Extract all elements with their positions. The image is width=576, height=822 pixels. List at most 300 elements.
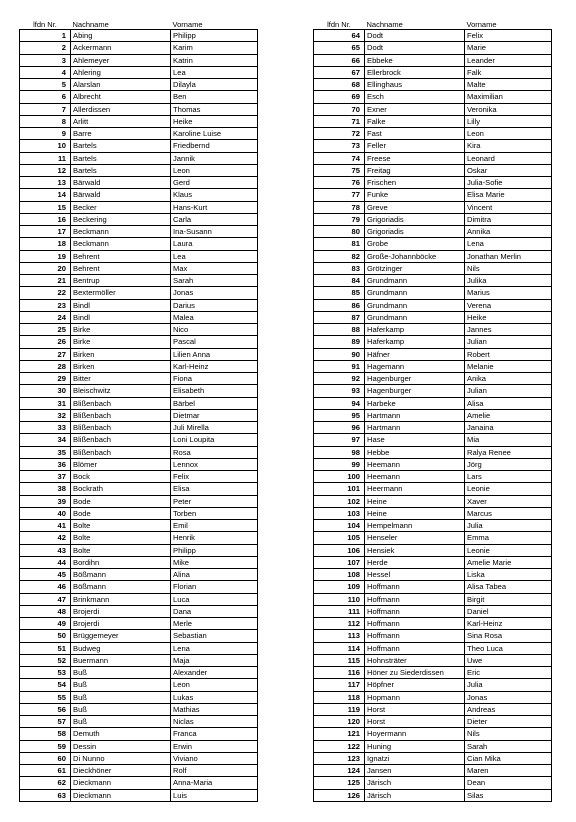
row-vorname: Peter <box>171 495 258 507</box>
row-nachname: Hase <box>365 434 465 446</box>
row-nr: 18 <box>20 238 71 250</box>
row-vorname: Jonas <box>465 691 552 703</box>
row-nachname: Ellerbrock <box>365 66 465 78</box>
table-row <box>314 532 552 544</box>
row-nachname: Dieckmann <box>71 789 171 801</box>
row-vorname: Bärbel <box>171 397 258 409</box>
row-vorname: Dilayla <box>171 79 258 91</box>
table-row <box>20 605 258 617</box>
row-nachname: Ahlering <box>71 66 171 78</box>
row-nr: 124 <box>314 765 365 777</box>
row-nr: 125 <box>314 777 365 789</box>
header-row <box>20 17 258 30</box>
row-nr: 72 <box>314 128 365 140</box>
table-row <box>20 238 258 250</box>
row-nachname: Birken <box>71 360 171 372</box>
table-row <box>20 385 258 397</box>
row-nachname: Brinkmann <box>71 593 171 605</box>
row-nr: 24 <box>20 311 71 323</box>
row-nachname: Grundmann <box>365 287 465 299</box>
row-nr: 13 <box>20 177 71 189</box>
row-nachname: Beckmann <box>71 226 171 238</box>
row-nr: 88 <box>314 324 365 336</box>
row-vorname: Sebastian <box>171 630 258 642</box>
row-nr: 5 <box>20 79 71 91</box>
table-row <box>314 691 552 703</box>
row-nr: 36 <box>20 458 71 470</box>
row-nachname: Hohnsträter <box>365 654 465 666</box>
row-nachname: Brojerdi <box>71 618 171 630</box>
table-row <box>20 115 258 127</box>
row-nachname: Bärwald <box>71 189 171 201</box>
row-nr: 68 <box>314 79 365 91</box>
row-nachname: Dieckmann <box>71 777 171 789</box>
row-vorname: Jannik <box>171 152 258 164</box>
row-vorname: Lena <box>465 238 552 250</box>
table-row <box>314 103 552 115</box>
row-nachname: Hopmann <box>365 691 465 703</box>
row-nachname: Buermann <box>71 654 171 666</box>
row-vorname: Emma <box>465 532 552 544</box>
row-vorname: Maximilian <box>465 91 552 103</box>
row-nr: 90 <box>314 348 365 360</box>
row-nr: 35 <box>20 446 71 458</box>
table-row <box>20 679 258 691</box>
row-nachname: Hartmann <box>365 409 465 421</box>
row-nr: 39 <box>20 495 71 507</box>
table-row <box>314 201 552 213</box>
row-vorname: Lilly <box>465 115 552 127</box>
row-nachname: Haferkamp <box>365 324 465 336</box>
row-nr: 15 <box>20 201 71 213</box>
row-nr: 100 <box>314 471 365 483</box>
row-nr: 43 <box>20 544 71 556</box>
row-vorname: Julika <box>465 275 552 287</box>
row-nr: 57 <box>20 716 71 728</box>
table-row <box>20 740 258 752</box>
table-row <box>20 630 258 642</box>
row-nr: 123 <box>314 752 365 764</box>
row-nachname: Feller <box>365 140 465 152</box>
table-row <box>20 311 258 323</box>
table-row <box>314 483 552 495</box>
row-nr: 80 <box>314 226 365 238</box>
table-row <box>20 777 258 789</box>
row-nachname: Grigoriadis <box>365 213 465 225</box>
table-row <box>20 581 258 593</box>
row-nachname: Becker <box>71 201 171 213</box>
row-nachname: Grundmann <box>365 299 465 311</box>
row-vorname: Amelie Marie <box>465 556 552 568</box>
row-nachname: Buß <box>71 679 171 691</box>
row-nachname: Blömer <box>71 458 171 470</box>
participant-table-right <box>313 17 552 802</box>
row-nr: 84 <box>314 275 365 287</box>
table-row <box>314 642 552 654</box>
row-vorname: Malte <box>465 79 552 91</box>
row-vorname: Merle <box>171 618 258 630</box>
row-vorname: Julia-Sofie <box>465 177 552 189</box>
row-nr: 34 <box>20 434 71 446</box>
table-row <box>20 483 258 495</box>
row-nr: 22 <box>20 287 71 299</box>
row-vorname: Dietmar <box>171 409 258 421</box>
row-nr: 9 <box>20 128 71 140</box>
row-vorname: Melanie <box>465 360 552 372</box>
row-vorname: Lukas <box>171 691 258 703</box>
row-vorname: Anna-Maria <box>171 777 258 789</box>
table-row <box>20 642 258 654</box>
row-nr: 42 <box>20 532 71 544</box>
table-row <box>20 765 258 777</box>
row-nr: 122 <box>314 740 365 752</box>
row-nr: 99 <box>314 458 365 470</box>
row-vorname: Nico <box>171 324 258 336</box>
row-nachname: Bindl <box>71 299 171 311</box>
row-nr: 112 <box>314 618 365 630</box>
row-nr: 55 <box>20 691 71 703</box>
row-nr: 85 <box>314 287 365 299</box>
row-nachname: Bockrath <box>71 483 171 495</box>
row-vorname: Philipp <box>171 544 258 556</box>
row-vorname: Dimitra <box>465 213 552 225</box>
row-vorname: Sarah <box>465 740 552 752</box>
row-vorname: Elisa Marie <box>465 189 552 201</box>
row-vorname: Sina Rosa <box>465 630 552 642</box>
row-nachname: Hessel <box>365 569 465 581</box>
row-nachname: Beckmann <box>71 238 171 250</box>
row-nachname: Heemann <box>365 458 465 470</box>
row-nachname: Horst <box>365 703 465 715</box>
row-vorname: Laura <box>171 238 258 250</box>
row-vorname: Felix <box>465 30 552 42</box>
row-nachname: Höpfner <box>365 679 465 691</box>
row-vorname: Lars <box>465 471 552 483</box>
row-nachname: Blißenbach <box>71 446 171 458</box>
row-nr: 69 <box>314 91 365 103</box>
row-nr: 92 <box>314 373 365 385</box>
table-row <box>20 250 258 262</box>
table-row <box>20 654 258 666</box>
table-row <box>314 115 552 127</box>
table-row <box>20 360 258 372</box>
row-nachname: Bolte <box>71 544 171 556</box>
row-nachname: Heine <box>365 507 465 519</box>
table-row <box>20 520 258 532</box>
row-nr: 25 <box>20 324 71 336</box>
row-nachname: Hoffmann <box>365 618 465 630</box>
row-nr: 26 <box>20 336 71 348</box>
row-nachname: Buß <box>71 691 171 703</box>
row-vorname: Fiona <box>171 373 258 385</box>
row-nachname: Ignatzi <box>365 752 465 764</box>
row-nachname: Bößmann <box>71 569 171 581</box>
row-nachname: Järisch <box>365 777 465 789</box>
table-row <box>314 409 552 421</box>
header-nr: lfdn Nr. <box>33 20 57 29</box>
row-nr: 82 <box>314 250 365 262</box>
row-nachname: Freese <box>365 152 465 164</box>
row-vorname: Alina <box>171 569 258 581</box>
table-row <box>314 311 552 323</box>
table-row <box>314 605 552 617</box>
row-nr: 33 <box>20 422 71 434</box>
row-nr: 75 <box>314 164 365 176</box>
row-nr: 111 <box>314 605 365 617</box>
row-nr: 1 <box>20 30 71 42</box>
row-nachname: Bolte <box>71 532 171 544</box>
row-nachname: Behrent <box>71 250 171 262</box>
table-row <box>20 66 258 78</box>
row-vorname: Friedbernd <box>171 140 258 152</box>
row-vorname: Leon <box>171 679 258 691</box>
row-nr: 3 <box>20 54 71 66</box>
row-nachname: Hoffmann <box>365 593 465 605</box>
table-row <box>20 703 258 715</box>
table-row <box>314 458 552 470</box>
row-nr: 31 <box>20 397 71 409</box>
row-nachname: Heemann <box>365 471 465 483</box>
row-nachname: Blißenbach <box>71 397 171 409</box>
row-nr: 60 <box>20 752 71 764</box>
row-nr: 37 <box>20 471 71 483</box>
table-row <box>20 544 258 556</box>
table-row <box>314 128 552 140</box>
row-nr: 106 <box>314 544 365 556</box>
row-nr: 101 <box>314 483 365 495</box>
table-row <box>314 618 552 630</box>
row-vorname: Mia <box>465 434 552 446</box>
table-row <box>314 679 552 691</box>
table-row <box>20 42 258 54</box>
row-nr: 109 <box>314 581 365 593</box>
table-row <box>20 152 258 164</box>
table-row <box>314 275 552 287</box>
row-vorname: Alexander <box>171 667 258 679</box>
row-vorname: Carla <box>171 213 258 225</box>
row-nr: 93 <box>314 385 365 397</box>
row-vorname: Rolf <box>171 765 258 777</box>
row-vorname: Juli Mirella <box>171 422 258 434</box>
row-vorname: Erwin <box>171 740 258 752</box>
table-row <box>20 30 258 42</box>
header-vorname: Vorname <box>466 20 497 29</box>
row-vorname: Luca <box>171 593 258 605</box>
table-row <box>314 189 552 201</box>
row-vorname: Heike <box>171 115 258 127</box>
row-vorname: Franca <box>171 728 258 740</box>
row-nr: 71 <box>314 115 365 127</box>
row-nr: 6 <box>20 91 71 103</box>
row-vorname: Julian <box>465 336 552 348</box>
table-row <box>314 250 552 262</box>
row-nachname: Falke <box>365 115 465 127</box>
header-nr: lfdn Nr. <box>327 20 351 29</box>
table-row <box>20 373 258 385</box>
row-nachname: Bolte <box>71 520 171 532</box>
table-row <box>20 128 258 140</box>
table-row <box>20 728 258 740</box>
row-vorname: Mathias <box>171 703 258 715</box>
row-nr: 47 <box>20 593 71 605</box>
row-nr: 23 <box>20 299 71 311</box>
row-nr: 50 <box>20 630 71 642</box>
row-nachname: Bößmann <box>71 581 171 593</box>
row-nachname: Beckering <box>71 213 171 225</box>
row-nachname: Järisch <box>365 789 465 801</box>
table-row <box>314 385 552 397</box>
row-vorname: Alisa <box>465 397 552 409</box>
row-nachname: Barre <box>71 128 171 140</box>
row-nr: 53 <box>20 667 71 679</box>
row-vorname: Felix <box>171 471 258 483</box>
row-vorname: Leonard <box>465 152 552 164</box>
table-row <box>20 213 258 225</box>
table-row <box>314 324 552 336</box>
table-row <box>20 299 258 311</box>
table-row <box>314 728 552 740</box>
table-row <box>20 458 258 470</box>
row-vorname: Klaus <box>171 189 258 201</box>
table-row <box>20 569 258 581</box>
row-nr: 83 <box>314 262 365 274</box>
table-row <box>20 471 258 483</box>
table-row <box>314 397 552 409</box>
row-vorname: Elisabeth <box>171 385 258 397</box>
table-row <box>20 667 258 679</box>
row-nachname: Blißenbach <box>71 422 171 434</box>
row-vorname: Leander <box>465 54 552 66</box>
row-nachname: Bentrup <box>71 275 171 287</box>
row-nachname: Brojerdi <box>71 605 171 617</box>
row-vorname: Nils <box>465 262 552 274</box>
row-nachname: Grobe <box>365 238 465 250</box>
table-row <box>20 79 258 91</box>
row-nr: 86 <box>314 299 365 311</box>
table-row <box>20 189 258 201</box>
row-nachname: Grigoriadis <box>365 226 465 238</box>
row-vorname: Janaina <box>465 422 552 434</box>
row-nr: 16 <box>20 213 71 225</box>
row-vorname: Annika <box>465 226 552 238</box>
row-nachname: Bärwald <box>71 177 171 189</box>
table-row <box>20 409 258 421</box>
row-nachname: Ebbeke <box>365 54 465 66</box>
row-vorname: Jonathan Merlin <box>465 250 552 262</box>
row-nachname: Greve <box>365 201 465 213</box>
table-row <box>314 544 552 556</box>
row-nr: 51 <box>20 642 71 654</box>
row-nr: 74 <box>314 152 365 164</box>
row-nachname: Birke <box>71 336 171 348</box>
row-nr: 110 <box>314 593 365 605</box>
row-nachname: Hagenburger <box>365 385 465 397</box>
row-nr: 120 <box>314 716 365 728</box>
row-nachname: Demuth <box>71 728 171 740</box>
row-vorname: Marie <box>465 42 552 54</box>
row-nr: 48 <box>20 605 71 617</box>
row-nachname: Blißenbach <box>71 434 171 446</box>
row-nr: 87 <box>314 311 365 323</box>
row-nachname: Funke <box>365 189 465 201</box>
header-nachname: Nachname <box>366 20 403 29</box>
table-row <box>314 66 552 78</box>
row-nr: 116 <box>314 667 365 679</box>
row-nachname: Hebbe <box>365 446 465 458</box>
row-nr: 46 <box>20 581 71 593</box>
table-row <box>20 422 258 434</box>
row-nachname: Hempelmann <box>365 520 465 532</box>
table-row <box>20 618 258 630</box>
row-vorname: Philipp <box>171 30 258 42</box>
row-vorname: Vincent <box>465 201 552 213</box>
row-vorname: Birgit <box>465 593 552 605</box>
header-nachname: Nachname <box>72 20 109 29</box>
row-nachname: Haferkamp <box>365 336 465 348</box>
row-vorname: Lennox <box>171 458 258 470</box>
row-nachname: Buß <box>71 703 171 715</box>
row-vorname: Lilien Anna <box>171 348 258 360</box>
row-nachname: Hoffmann <box>365 581 465 593</box>
row-nr: 41 <box>20 520 71 532</box>
row-nachname: Hagenburger <box>365 373 465 385</box>
row-nachname: Dodt <box>365 30 465 42</box>
row-nr: 52 <box>20 654 71 666</box>
row-nachname: Bleischwitz <box>71 385 171 397</box>
row-nachname: Bitter <box>71 373 171 385</box>
row-vorname: Maja <box>171 654 258 666</box>
row-nachname: Exner <box>365 103 465 115</box>
table-row <box>314 226 552 238</box>
row-vorname: Falk <box>465 66 552 78</box>
row-vorname: Cian Mika <box>465 752 552 764</box>
row-vorname: Leonie <box>465 483 552 495</box>
row-nr: 66 <box>314 54 365 66</box>
row-vorname: Robert <box>465 348 552 360</box>
row-nr: 58 <box>20 728 71 740</box>
table-row <box>314 495 552 507</box>
row-vorname: Torben <box>171 507 258 519</box>
header-vorname: Vorname <box>172 20 203 29</box>
row-nr: 126 <box>314 789 365 801</box>
row-nr: 54 <box>20 679 71 691</box>
row-nachname: Behrent <box>71 262 171 274</box>
row-nachname: Dodt <box>365 42 465 54</box>
row-nachname: Grundmann <box>365 275 465 287</box>
row-vorname: Malea <box>171 311 258 323</box>
row-nr: 117 <box>314 679 365 691</box>
row-vorname: Theo Luca <box>465 642 552 654</box>
row-vorname: Karl-Heinz <box>171 360 258 372</box>
table-row <box>314 422 552 434</box>
row-vorname: Lena <box>171 642 258 654</box>
row-nachname: Henseler <box>365 532 465 544</box>
row-vorname: Julian <box>465 385 552 397</box>
row-nr: 121 <box>314 728 365 740</box>
row-vorname: Elisa <box>171 483 258 495</box>
row-vorname: Katrin <box>171 54 258 66</box>
row-nachname: Grötzinger <box>365 262 465 274</box>
row-vorname: Viviano <box>171 752 258 764</box>
row-vorname: Karim <box>171 42 258 54</box>
row-vorname: Eric <box>465 667 552 679</box>
row-nachname: Jansen <box>365 765 465 777</box>
row-nr: 96 <box>314 422 365 434</box>
row-nr: 49 <box>20 618 71 630</box>
table-row <box>20 434 258 446</box>
table-row <box>20 103 258 115</box>
row-nachname: Ellinghaus <box>365 79 465 91</box>
